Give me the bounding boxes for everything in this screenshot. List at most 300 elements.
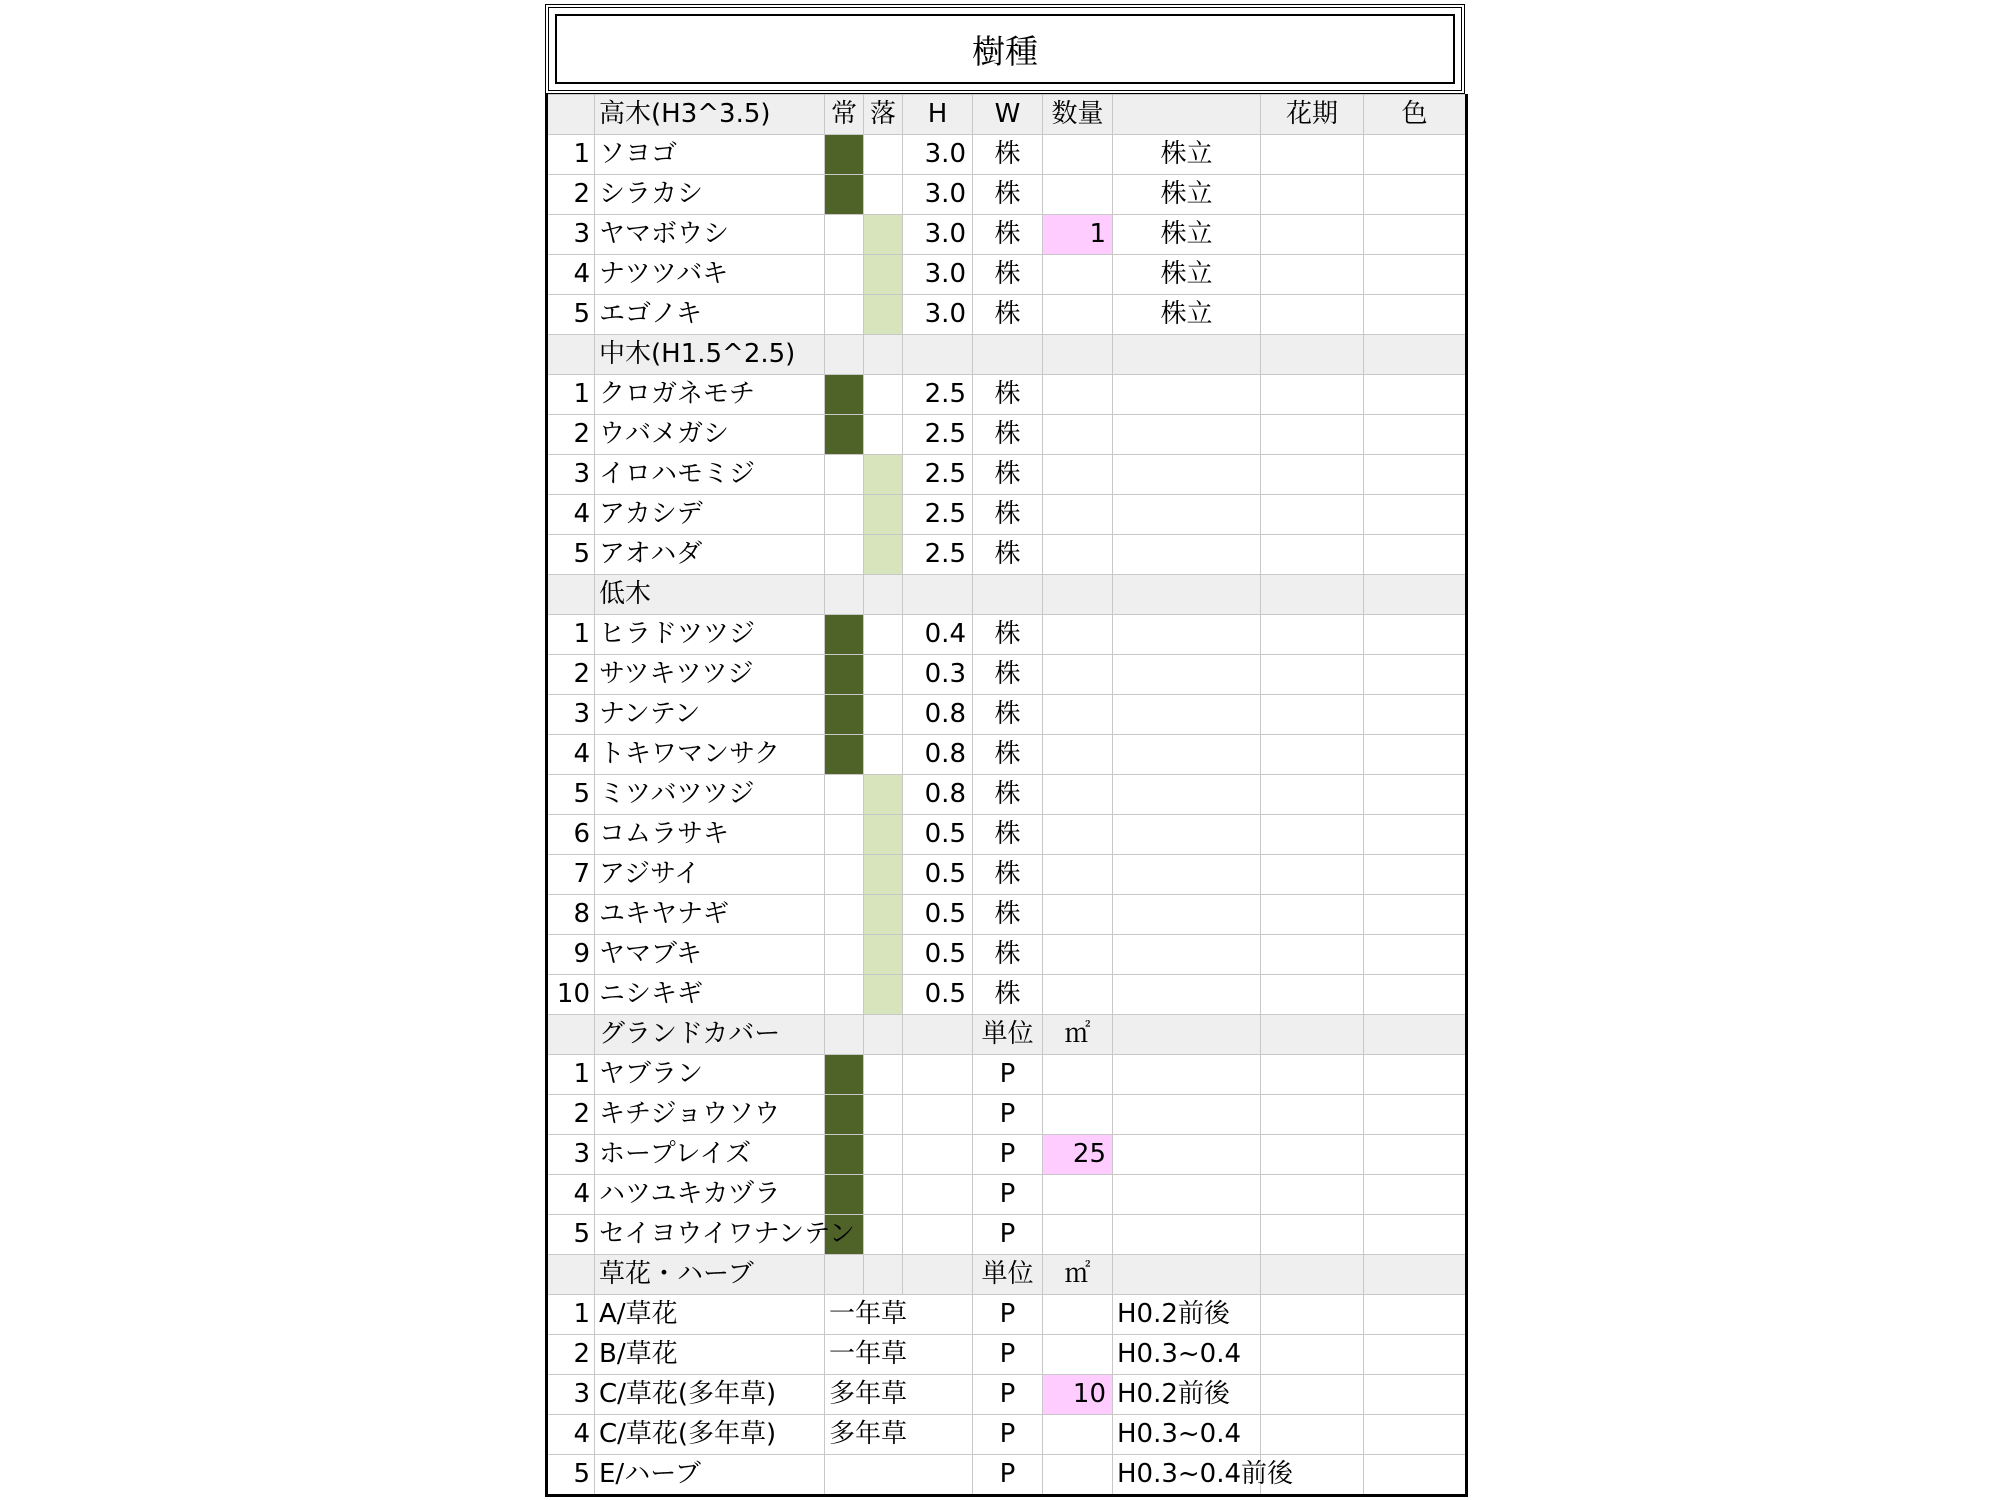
deciduous-cell[interactable] <box>864 975 903 1015</box>
sheet-title[interactable]: 樹種 <box>545 4 1465 94</box>
deciduous-cell[interactable] <box>864 815 903 855</box>
plant-name-cell[interactable] <box>595 255 825 295</box>
evergreen-cell[interactable] <box>825 135 864 175</box>
quantity-cell[interactable] <box>1043 895 1113 935</box>
color-cell[interactable] <box>1364 295 1467 335</box>
row-number-cell[interactable]: 1 <box>547 615 595 655</box>
row-number-cell[interactable]: 5 <box>547 535 595 575</box>
width-cell[interactable]: P <box>973 1095 1043 1135</box>
color-cell[interactable] <box>1364 655 1467 695</box>
width-cell[interactable]: 株 <box>973 855 1043 895</box>
deciduous-cell[interactable] <box>864 375 903 415</box>
width-cell[interactable]: 株 <box>973 495 1043 535</box>
evergreen-cell[interactable] <box>825 415 864 455</box>
note-cell[interactable] <box>1113 935 1261 975</box>
row-number-cell[interactable]: 3 <box>547 1135 595 1175</box>
height-cell[interactable]: 2.5 <box>903 375 973 415</box>
flowering-cell[interactable] <box>1261 215 1364 255</box>
deciduous-cell[interactable] <box>864 695 903 735</box>
quantity-cell[interactable] <box>1043 135 1113 175</box>
note-header-cell[interactable] <box>1113 1015 1261 1055</box>
plant-name-cell[interactable] <box>595 735 825 775</box>
note-cell[interactable] <box>1113 375 1261 415</box>
color-cell[interactable] <box>1364 455 1467 495</box>
deciduous-cell[interactable] <box>864 455 903 495</box>
row-number-cell[interactable]: 1 <box>547 1295 595 1335</box>
note-cell[interactable] <box>1113 975 1261 1015</box>
color-cell[interactable] <box>1364 695 1467 735</box>
plant-name-cell[interactable] <box>595 455 825 495</box>
note-header-cell[interactable] <box>1113 1255 1261 1295</box>
note-cell[interactable]: 株立 <box>1113 295 1261 335</box>
width-cell[interactable]: P <box>973 1375 1043 1415</box>
width-cell[interactable]: P <box>973 1415 1043 1455</box>
note-cell[interactable] <box>1113 1415 1261 1455</box>
section-title-cell[interactable]: 草花・ハーブ <box>595 1255 825 1295</box>
row-number-cell[interactable]: 1 <box>547 1055 595 1095</box>
height-cell[interactable] <box>903 1135 973 1175</box>
row-number-cell[interactable]: 4 <box>547 495 595 535</box>
quantity-cell[interactable] <box>1043 495 1113 535</box>
flowering-header-cell[interactable] <box>1261 1255 1364 1295</box>
deciduous-cell[interactable] <box>864 135 903 175</box>
flowering-cell[interactable] <box>1261 935 1364 975</box>
width-cell[interactable]: 株 <box>973 375 1043 415</box>
deciduous-cell[interactable] <box>864 855 903 895</box>
note-cell[interactable] <box>1113 1055 1261 1095</box>
plant-name-cell[interactable] <box>595 1215 855 1255</box>
width-cell[interactable]: 株 <box>973 815 1043 855</box>
quantity-header-cell[interactable]: 数量 <box>1043 95 1113 135</box>
width-cell[interactable]: 株 <box>973 975 1043 1015</box>
note-cell[interactable] <box>1113 855 1261 895</box>
color-cell[interactable] <box>1364 495 1467 535</box>
row-number-cell[interactable]: 6 <box>547 815 595 855</box>
width-cell[interactable]: 株 <box>973 935 1043 975</box>
note-cell[interactable] <box>1113 815 1261 855</box>
plant-name-cell[interactable]: A/草花 <box>595 1295 825 1335</box>
flowering-cell[interactable] <box>1261 1215 1364 1255</box>
width-cell[interactable]: P <box>973 1215 1043 1255</box>
height-cell[interactable] <box>903 1215 973 1255</box>
row-number-cell[interactable]: 4 <box>547 735 595 775</box>
quantity-header-cell[interactable]: ㎡ <box>1043 1255 1113 1295</box>
color-cell[interactable] <box>1364 1055 1467 1095</box>
color-cell[interactable] <box>1364 255 1467 295</box>
height-cell[interactable] <box>903 1055 973 1095</box>
quantity-cell[interactable] <box>1043 375 1113 415</box>
plant-kind-cell[interactable] <box>825 1375 973 1415</box>
note-cell[interactable] <box>1113 655 1261 695</box>
color-cell[interactable] <box>1364 1295 1467 1335</box>
evergreen-cell[interactable] <box>825 1055 864 1095</box>
width-cell[interactable]: 株 <box>973 415 1043 455</box>
row-number-cell[interactable]: 1 <box>547 135 595 175</box>
height-cell[interactable]: 0.5 <box>903 935 973 975</box>
deciduous-cell[interactable] <box>864 535 903 575</box>
row-number-cell[interactable]: 4 <box>547 1415 595 1455</box>
width-cell[interactable]: P <box>973 1295 1043 1335</box>
deciduous-cell[interactable] <box>864 1135 903 1175</box>
plant-name-cell[interactable] <box>595 175 825 215</box>
height-cell[interactable] <box>903 1175 973 1215</box>
flowering-cell[interactable] <box>1261 495 1364 535</box>
quantity-cell[interactable] <box>1043 735 1113 775</box>
plant-name-cell[interactable] <box>595 135 825 175</box>
quantity-cell[interactable]: 1 <box>1043 215 1113 255</box>
row-number-cell[interactable]: 5 <box>547 1215 595 1255</box>
color-cell[interactable] <box>1364 775 1467 815</box>
width-cell[interactable]: 株 <box>973 775 1043 815</box>
width-cell[interactable]: 株 <box>973 615 1043 655</box>
deciduous-cell[interactable] <box>864 295 903 335</box>
row-number-cell[interactable]: 10 <box>547 975 595 1015</box>
evergreen-header-cell[interactable] <box>825 1015 864 1055</box>
deciduous-header-cell[interactable] <box>864 1255 903 1295</box>
row-number-cell[interactable]: 4 <box>547 1175 595 1215</box>
quantity-cell[interactable] <box>1043 815 1113 855</box>
evergreen-cell[interactable] <box>825 175 864 215</box>
deciduous-header-cell[interactable]: 落 <box>864 95 903 135</box>
width-cell[interactable]: 株 <box>973 255 1043 295</box>
evergreen-header-cell[interactable] <box>825 1255 864 1295</box>
flowering-cell[interactable] <box>1261 1095 1364 1135</box>
plant-name-cell[interactable]: E/ハーブ <box>595 1455 825 1496</box>
plant-kind-cell[interactable] <box>825 1455 973 1496</box>
color-cell[interactable] <box>1364 1095 1467 1135</box>
note-cell[interactable] <box>1113 775 1261 815</box>
quantity-cell[interactable]: 25 <box>1043 1135 1113 1175</box>
flowering-header-cell[interactable] <box>1261 1015 1364 1055</box>
evergreen-cell[interactable] <box>825 655 864 695</box>
color-header-cell[interactable] <box>1364 575 1467 615</box>
note-cell[interactable] <box>1113 535 1261 575</box>
color-cell[interactable] <box>1364 935 1467 975</box>
evergreen-cell[interactable] <box>825 1095 864 1135</box>
evergreen-cell[interactable] <box>825 1135 864 1175</box>
quantity-cell[interactable] <box>1043 775 1113 815</box>
flowering-cell[interactable] <box>1261 375 1364 415</box>
deciduous-cell[interactable] <box>864 615 903 655</box>
quantity-cell[interactable] <box>1043 975 1113 1015</box>
plant-name-cell[interactable] <box>595 815 825 855</box>
section-title-cell[interactable]: グランドカバー <box>595 1015 825 1055</box>
deciduous-cell[interactable] <box>864 415 903 455</box>
section-title-cell[interactable]: 高木(H3^3.5) <box>595 95 825 135</box>
quantity-cell[interactable] <box>1043 1295 1113 1335</box>
flowering-cell[interactable] <box>1261 135 1364 175</box>
quantity-cell[interactable] <box>1043 855 1113 895</box>
plant-kind-cell[interactable] <box>825 1295 973 1335</box>
evergreen-cell[interactable] <box>825 455 864 495</box>
note-cell[interactable] <box>1113 1375 1261 1415</box>
evergreen-header-cell[interactable]: 常 <box>825 95 864 135</box>
plant-name-cell[interactable] <box>595 655 825 695</box>
flowering-cell[interactable] <box>1261 295 1364 335</box>
plant-name-cell[interactable] <box>595 1175 825 1215</box>
quantity-cell[interactable] <box>1043 1055 1113 1095</box>
color-cell[interactable] <box>1364 215 1467 255</box>
deciduous-cell[interactable] <box>864 1055 903 1095</box>
plant-name-cell[interactable] <box>595 695 825 735</box>
row-number-cell[interactable]: 4 <box>547 255 595 295</box>
note-cell[interactable] <box>1113 1335 1261 1375</box>
row-number-cell[interactable] <box>547 335 595 375</box>
width-header-cell[interactable]: W <box>973 95 1043 135</box>
note-cell[interactable] <box>1113 495 1261 535</box>
color-cell[interactable] <box>1364 1335 1467 1375</box>
color-cell[interactable] <box>1364 1215 1467 1255</box>
note-cell[interactable] <box>1113 1215 1261 1255</box>
height-cell[interactable]: 0.5 <box>903 975 973 1015</box>
row-number-cell[interactable]: 2 <box>547 415 595 455</box>
height-cell[interactable]: 3.0 <box>903 175 973 215</box>
height-cell[interactable]: 0.5 <box>903 815 973 855</box>
row-number-cell[interactable] <box>547 1015 595 1055</box>
color-cell[interactable] <box>1364 1135 1467 1175</box>
height-cell[interactable]: 3.0 <box>903 295 973 335</box>
height-header-cell[interactable] <box>903 1255 973 1295</box>
quantity-cell[interactable] <box>1043 175 1113 215</box>
evergreen-cell[interactable] <box>825 615 864 655</box>
width-cell[interactable]: 株 <box>973 455 1043 495</box>
width-cell[interactable]: P <box>973 1175 1043 1215</box>
quantity-cell[interactable] <box>1043 535 1113 575</box>
deciduous-cell[interactable] <box>864 1175 903 1215</box>
plant-name-cell[interactable] <box>595 1055 825 1095</box>
deciduous-cell[interactable] <box>864 175 903 215</box>
width-cell[interactable]: 株 <box>973 535 1043 575</box>
evergreen-cell[interactable] <box>825 495 864 535</box>
quantity-cell[interactable] <box>1043 1095 1113 1135</box>
plant-name-cell[interactable] <box>595 1135 825 1175</box>
quantity-cell[interactable] <box>1043 295 1113 335</box>
row-number-cell[interactable]: 3 <box>547 1375 595 1415</box>
color-cell[interactable] <box>1364 815 1467 855</box>
quantity-cell[interactable] <box>1043 935 1113 975</box>
note-cell[interactable]: 株立 <box>1113 175 1261 215</box>
color-cell[interactable] <box>1364 855 1467 895</box>
flowering-cell[interactable] <box>1261 1295 1364 1335</box>
height-cell[interactable]: 3.0 <box>903 135 973 175</box>
color-cell[interactable] <box>1364 375 1467 415</box>
note-cell[interactable] <box>1113 1135 1261 1175</box>
evergreen-cell[interactable] <box>825 695 864 735</box>
row-number-cell[interactable]: 5 <box>547 1455 595 1496</box>
plant-name-cell[interactable] <box>595 535 825 575</box>
flowering-cell[interactable] <box>1261 815 1364 855</box>
flowering-cell[interactable] <box>1261 975 1364 1015</box>
plant-name-cell[interactable] <box>595 935 825 975</box>
plant-name-cell[interactable] <box>595 975 825 1015</box>
quantity-cell[interactable]: 10 <box>1043 1375 1113 1415</box>
flowering-header-cell[interactable]: 花期 <box>1261 95 1364 135</box>
note-cell[interactable] <box>1113 1095 1261 1135</box>
quantity-cell[interactable] <box>1043 1215 1113 1255</box>
quantity-header-cell[interactable] <box>1043 575 1113 615</box>
flowering-cell[interactable] <box>1261 455 1364 495</box>
height-header-cell[interactable]: H <box>903 95 973 135</box>
deciduous-cell[interactable] <box>864 1215 903 1255</box>
color-cell[interactable] <box>1364 175 1467 215</box>
plant-name-cell[interactable] <box>595 375 825 415</box>
evergreen-cell[interactable] <box>825 1175 864 1215</box>
height-cell[interactable]: 0.5 <box>903 895 973 935</box>
plant-kind-cell[interactable] <box>825 1415 973 1455</box>
row-number-cell[interactable]: 9 <box>547 935 595 975</box>
row-number-cell[interactable] <box>547 575 595 615</box>
deciduous-header-cell[interactable] <box>864 1015 903 1055</box>
plant-name-cell[interactable] <box>595 295 825 335</box>
height-header-cell[interactable] <box>903 335 973 375</box>
color-cell[interactable] <box>1364 895 1467 935</box>
color-cell[interactable] <box>1364 1175 1467 1215</box>
color-header-cell[interactable] <box>1364 335 1467 375</box>
plant-name-cell[interactable] <box>595 775 825 815</box>
quantity-cell[interactable] <box>1043 455 1113 495</box>
row-number-cell[interactable] <box>547 95 595 135</box>
flowering-cell[interactable] <box>1261 415 1364 455</box>
width-cell[interactable]: 株 <box>973 135 1043 175</box>
color-cell[interactable] <box>1364 975 1467 1015</box>
note-cell[interactable] <box>1113 615 1261 655</box>
flowering-cell[interactable] <box>1261 1415 1364 1455</box>
quantity-header-cell[interactable]: ㎡ <box>1043 1015 1113 1055</box>
evergreen-cell[interactable] <box>825 935 864 975</box>
evergreen-cell[interactable] <box>825 975 864 1015</box>
height-cell[interactable]: 3.0 <box>903 215 973 255</box>
evergreen-cell[interactable] <box>825 375 864 415</box>
evergreen-header-cell[interactable] <box>825 335 864 375</box>
color-cell[interactable] <box>1364 1415 1467 1455</box>
flowering-cell[interactable] <box>1261 695 1364 735</box>
width-cell[interactable]: 株 <box>973 175 1043 215</box>
height-cell[interactable]: 3.0 <box>903 255 973 295</box>
plant-name-cell[interactable]: B/草花 <box>595 1335 825 1375</box>
color-cell[interactable] <box>1364 615 1467 655</box>
plant-name-cell[interactable] <box>595 615 825 655</box>
flowering-cell[interactable] <box>1261 1135 1364 1175</box>
evergreen-cell[interactable] <box>825 215 864 255</box>
evergreen-cell[interactable] <box>825 295 864 335</box>
plant-name-cell[interactable] <box>595 855 825 895</box>
flowering-cell[interactable] <box>1261 1335 1364 1375</box>
color-header-cell[interactable] <box>1364 1255 1467 1295</box>
row-number-cell[interactable]: 1 <box>547 375 595 415</box>
width-cell[interactable]: 株 <box>973 215 1043 255</box>
color-cell[interactable] <box>1364 535 1467 575</box>
row-number-cell[interactable]: 2 <box>547 1095 595 1135</box>
row-number-cell[interactable]: 7 <box>547 855 595 895</box>
height-cell[interactable]: 2.5 <box>903 455 973 495</box>
height-cell[interactable]: 0.8 <box>903 735 973 775</box>
quantity-cell[interactable] <box>1043 255 1113 295</box>
evergreen-cell[interactable] <box>825 855 864 895</box>
note-cell[interactable] <box>1113 695 1261 735</box>
deciduous-header-cell[interactable] <box>864 335 903 375</box>
flowering-cell[interactable] <box>1261 255 1364 295</box>
plant-name-cell[interactable] <box>595 215 825 255</box>
flowering-cell[interactable] <box>1261 1175 1364 1215</box>
width-cell[interactable]: 株 <box>973 695 1043 735</box>
plant-kind-cell[interactable] <box>825 1335 973 1375</box>
deciduous-cell[interactable] <box>864 655 903 695</box>
deciduous-cell[interactable] <box>864 735 903 775</box>
row-number-cell[interactable]: 2 <box>547 175 595 215</box>
evergreen-cell[interactable] <box>825 815 864 855</box>
width-header-cell[interactable]: 単位 <box>973 1255 1043 1295</box>
quantity-cell[interactable] <box>1043 1335 1113 1375</box>
deciduous-cell[interactable] <box>864 935 903 975</box>
flowering-cell[interactable] <box>1261 1375 1364 1415</box>
flowering-cell[interactable] <box>1261 735 1364 775</box>
height-cell[interactable]: 0.3 <box>903 655 973 695</box>
row-number-cell[interactable]: 8 <box>547 895 595 935</box>
row-number-cell[interactable]: 5 <box>547 295 595 335</box>
width-header-cell[interactable] <box>973 575 1043 615</box>
width-cell[interactable]: 株 <box>973 295 1043 335</box>
color-header-cell[interactable]: 色 <box>1364 95 1467 135</box>
note-header-cell[interactable] <box>1113 575 1261 615</box>
height-cell[interactable]: 0.8 <box>903 775 973 815</box>
row-number-cell[interactable] <box>547 1255 595 1295</box>
plant-name-cell[interactable] <box>595 1095 825 1135</box>
flowering-cell[interactable] <box>1261 1055 1364 1095</box>
quantity-cell[interactable] <box>1043 615 1113 655</box>
row-number-cell[interactable]: 2 <box>547 1335 595 1375</box>
deciduous-cell[interactable] <box>864 255 903 295</box>
height-cell[interactable]: 2.5 <box>903 415 973 455</box>
height-cell[interactable]: 2.5 <box>903 495 973 535</box>
evergreen-cell[interactable] <box>825 255 864 295</box>
deciduous-cell[interactable] <box>864 215 903 255</box>
note-cell[interactable] <box>1113 895 1261 935</box>
height-cell[interactable]: 0.5 <box>903 855 973 895</box>
note-cell[interactable]: 株立 <box>1113 135 1261 175</box>
quantity-cell[interactable] <box>1043 1415 1113 1455</box>
color-cell[interactable] <box>1364 1375 1467 1415</box>
width-cell[interactable]: 株 <box>973 895 1043 935</box>
height-cell[interactable]: 2.5 <box>903 535 973 575</box>
quantity-cell[interactable] <box>1043 1455 1113 1496</box>
deciduous-cell[interactable] <box>864 895 903 935</box>
evergreen-header-cell[interactable] <box>825 575 864 615</box>
color-cell[interactable] <box>1364 135 1467 175</box>
evergreen-cell[interactable] <box>825 895 864 935</box>
color-cell[interactable] <box>1364 1455 1467 1496</box>
flowering-header-cell[interactable] <box>1261 575 1364 615</box>
row-number-cell[interactable]: 5 <box>547 775 595 815</box>
note-cell[interactable]: 株立 <box>1113 255 1261 295</box>
quantity-cell[interactable] <box>1043 655 1113 695</box>
note-header-cell[interactable] <box>1113 95 1261 135</box>
deciduous-cell[interactable] <box>864 1095 903 1135</box>
plant-name-cell[interactable] <box>595 415 825 455</box>
height-header-cell[interactable] <box>903 1015 973 1055</box>
plant-name-cell[interactable]: C/草花(多年草) <box>595 1375 825 1415</box>
note-cell[interactable]: 株立 <box>1113 215 1261 255</box>
row-number-cell[interactable]: 3 <box>547 455 595 495</box>
width-cell[interactable]: 株 <box>973 655 1043 695</box>
row-number-cell[interactable]: 3 <box>547 695 595 735</box>
row-number-cell[interactable]: 3 <box>547 215 595 255</box>
width-header-cell[interactable] <box>973 335 1043 375</box>
deciduous-cell[interactable] <box>864 775 903 815</box>
flowering-cell[interactable] <box>1261 895 1364 935</box>
flowering-header-cell[interactable] <box>1261 335 1364 375</box>
evergreen-cell[interactable] <box>825 775 864 815</box>
width-cell[interactable]: P <box>973 1135 1043 1175</box>
